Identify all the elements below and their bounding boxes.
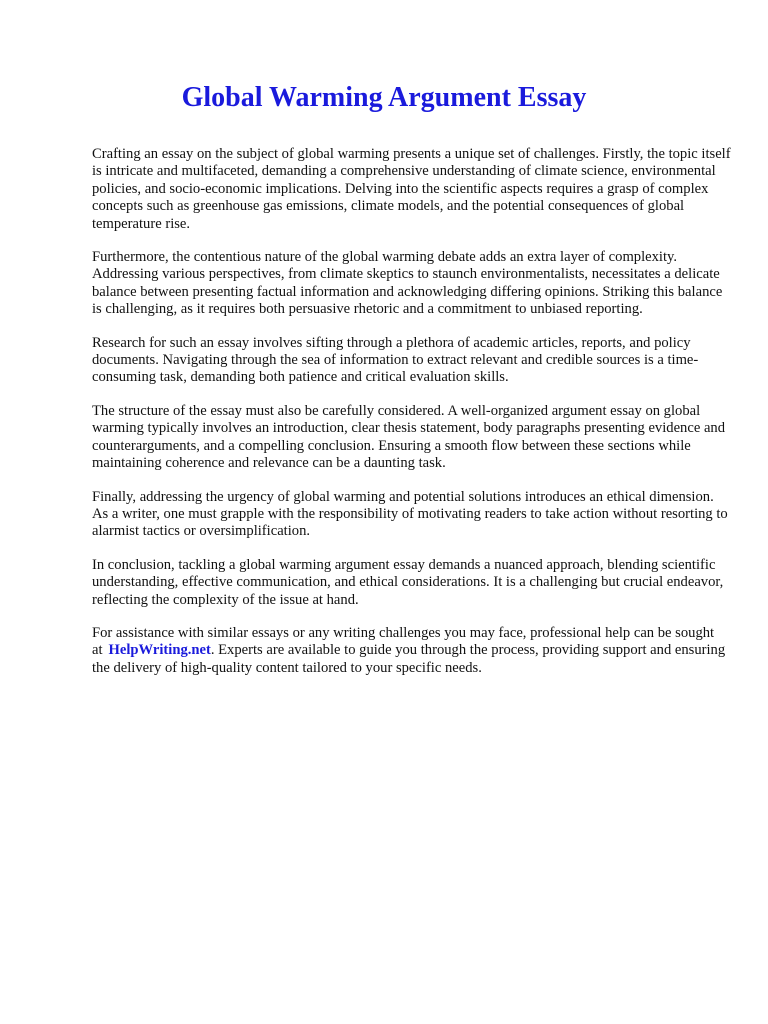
paragraph-ethics: Finally, addressing the urgency of global warming and potential solutions introduces an ethical dimension. As a writer, one must grapple with the responsibility of motivating readers to take action without resorting to alarmist tactics or oversimplification. [92,488,728,540]
paragraph-intro: Crafting an essay on the subject of global warming presents a unique set of challenges. Firstly, the topic itself is intricate and multifaceted, demanding a comprehensive understanding of climate science, environmental policies, and socio-economic implications. Delving into the scientific aspects requires a grasp of complex concepts such as greenhouse gas emissions, climate models, and the potential consequences of global temperature rise. [92,146,731,232]
assistance-text-after: . Experts are available to guide you through the process, providing support and ensuring the delivery of high-quality content tailored to your specific needs. [92,642,726,676]
assistance-text-before: For assistance with similar essays or any writing challenges you may face, professional help can be sought at [92,624,715,659]
paragraph-debate: Furthermore, the contentious nature of the global warming debate adds an extra layer of complexity. Addressing various perspectives, from climate skeptics to staunch environmentalists, necessitates a delicate balance between presenting factual information and acknowledging differing opinions. Striking this balance is challenging, as it requires both persuasive rhetoric and a commitment to unbiased reporting. [92,249,723,318]
paragraph-research: Research for such an essay involves sifting through a plethora of academic articles, reports, and policy documents. Navigating through the sea of information to extract relevant and credible sources is a time-consuming task, demanding both patience and critical evaluation skills. [92,334,699,386]
document-body [92,146,732,693]
paragraph-conclusion: In conclusion, tackling a global warming argument essay demands a nuanced approach, blending scientific understanding, effective communication, and ethical considerations. It is a challenging but crucial endeavor, reflecting the complexity of the issue at hand. [92,556,724,608]
helpwriting-link[interactable]: HelpWriting.net [108,642,211,659]
paragraph-assistance [92,625,732,677]
paragraph-structure: The structure of the essay must also be carefully considered. A well-organized argument essay on global warming typically involves an introduction, clear thesis statement, body paragraphs presenting evidence and counterarguments, and a compelling conclusion. Ensuring a smooth flow between these sections while maintaining coherence and relevance can be a daunting task. [92,402,726,472]
document-title: Global Warming Argument Essay [181,82,587,113]
